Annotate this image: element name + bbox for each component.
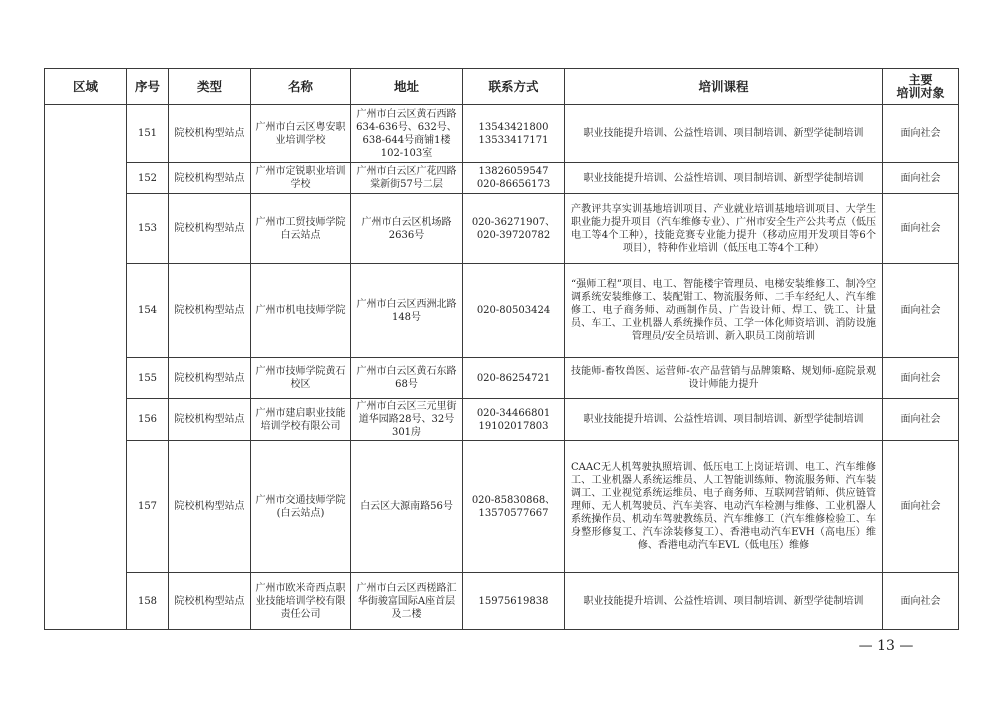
target-cell: 面向社会 [883,264,959,358]
courses-cell: 职业技能提升培训、公益性培训、项目制培训、新型学徒制培训 [565,163,883,194]
address-cell: 广州市白云区西洲北路148号 [351,264,463,358]
courses-cell: 职业技能提升培训、公益性培训、项目制培训、新型学徒制培训 [565,105,883,163]
header-seq: 序号 [127,69,169,105]
contact-cell: 020-34466801 19102017803 [463,399,565,441]
table-row [45,358,959,399]
name-cell: 广州市机电技师学院 [251,264,351,358]
seq-cell: 153 [127,194,169,264]
name-cell: 广州市工贸技师学院白云站点 [251,194,351,264]
address-cell: 广州市白云区黄石东路68号 [351,358,463,399]
type-cell: 院校机构型站点 [169,358,251,399]
type-cell: 院校机构型站点 [169,105,251,163]
courses-cell: 产教评共享实训基地培训项目、产业就业培训基地培训项目、大学生职业能力提升项目（汽车维修专业）、广州市安全生产公共考点（低压电工等4个工种），技能竞赛专业能力提升（移动应用开发项目等6个项目），特种作业培训（低压电工等4个工种） [565,194,883,264]
address-cell: 广州市白云区黄石西路634-636号、632号、638-644号商铺1楼102-103室 [351,105,463,163]
seq-cell: 154 [127,264,169,358]
seq-cell: 158 [127,573,169,630]
name-cell: 广州市定锐职业培训学校 [251,163,351,194]
courses-cell: 技能师-畜牧兽医、运营师-农产品营销与品牌策略、规划师-庭院景观设计师能力提升 [565,358,883,399]
header-region: 区域 [45,69,127,105]
header-name: 名称 [251,69,351,105]
table-row [45,105,959,163]
header-courses: 培训课程 [565,69,883,105]
contact-cell: 020-80503424 [463,264,565,358]
address-cell: 广州市白云区广花四路棠新街57号二层 [351,163,463,194]
contact-cell: 020-86254721 [463,358,565,399]
page-number: — 13 — [858,638,914,654]
region-cell [45,105,127,630]
table-row [45,441,959,573]
target-cell: 面向社会 [883,441,959,573]
seq-cell: 157 [127,441,169,573]
type-cell: 院校机构型站点 [169,163,251,194]
contact-cell: 15975619838 [463,573,565,630]
address-cell: 白云区大源南路56号 [351,441,463,573]
target-cell: 面向社会 [883,194,959,264]
target-cell: 面向社会 [883,399,959,441]
target-cell: 面向社会 [883,105,959,163]
table-row [45,264,959,358]
type-cell: 院校机构型站点 [169,441,251,573]
name-cell: 广州市白云区粤安职业培训学校 [251,105,351,163]
seq-cell: 155 [127,358,169,399]
target-cell: 面向社会 [883,163,959,194]
target-cell: 面向社会 [883,358,959,399]
header-contact: 联系方式 [463,69,565,105]
training-sites-table [44,68,959,630]
name-cell: 广州市交通技师学院(白云站点) [251,441,351,573]
courses-cell: 职业技能提升培训、公益性培训、项目制培训、新型学徒制培训 [565,573,883,630]
type-cell: 院校机构型站点 [169,573,251,630]
target-cell: 面向社会 [883,573,959,630]
header-type: 类型 [169,69,251,105]
name-cell: 广州市技师学院黄石校区 [251,358,351,399]
contact-cell: 13543421800 13533417171 [463,105,565,163]
table-row [45,573,959,630]
address-cell: 广州市白云区西槎路汇华街骏富国际A座首层及二楼 [351,573,463,630]
name-cell: 广州市欧米奇西点职业技能培训学校有限责任公司 [251,573,351,630]
type-cell: 院校机构型站点 [169,194,251,264]
contact-cell: 020-85830868、13570577667 [463,441,565,573]
courses-cell: 职业技能提升培训、公益性培训、项目制培训、新型学徒制培训 [565,399,883,441]
seq-cell: 152 [127,163,169,194]
contact-cell: 13826059547 020-86656173 [463,163,565,194]
header-target: 主要 培训对象 [883,69,959,105]
courses-cell: “强师工程”项目、电工、智能楼宇管理员、电梯安装维修工、制冷空调系统安装维修工、装配钳工、物流服务师、二手车经纪人、汽车维修工、电子商务师、动画制作员、广告设计师、焊工、铣工、计量员、车工、工业机器人系统操作员、工学一体化师资培训、消防设施管理员/安全员培训、新入职员工岗前培训 [565,264,883,358]
address-cell: 广州市白云区三元里街道华园路28号、32号301房 [351,399,463,441]
table-row [45,194,959,264]
header-address: 地址 [351,69,463,105]
contact-cell: 020-36271907、020-39720782 [463,194,565,264]
seq-cell: 156 [127,399,169,441]
courses-cell: CAAC无人机驾驶执照培训、低压电工上岗证培训、电工、汽车维修工、工业机器人系统运维员、人工智能训练师、物流服务师、汽车装调工、工业视觉系统运维员、电子商务师、互联网营销师、供应链管理师、无人机驾驶员、汽车美容、电动汽车检测与维修、工业机器人系统操作员、机动车驾驶教练员、汽车维修工（汽车维修检验工、车身整形修复工、汽车涂装修复工）、香港电动汽车EVH（高电压）维修、香港电动汽车EVL（低电压）维修 [565,441,883,573]
type-cell: 院校机构型站点 [169,399,251,441]
seq-cell: 151 [127,105,169,163]
address-cell: 广州市白云区机场路2636号 [351,194,463,264]
table-row [45,399,959,441]
type-cell: 院校机构型站点 [169,264,251,358]
name-cell: 广州市建启职业技能培训学校有限公司 [251,399,351,441]
table-row [45,163,959,194]
table-header-row [45,69,959,105]
